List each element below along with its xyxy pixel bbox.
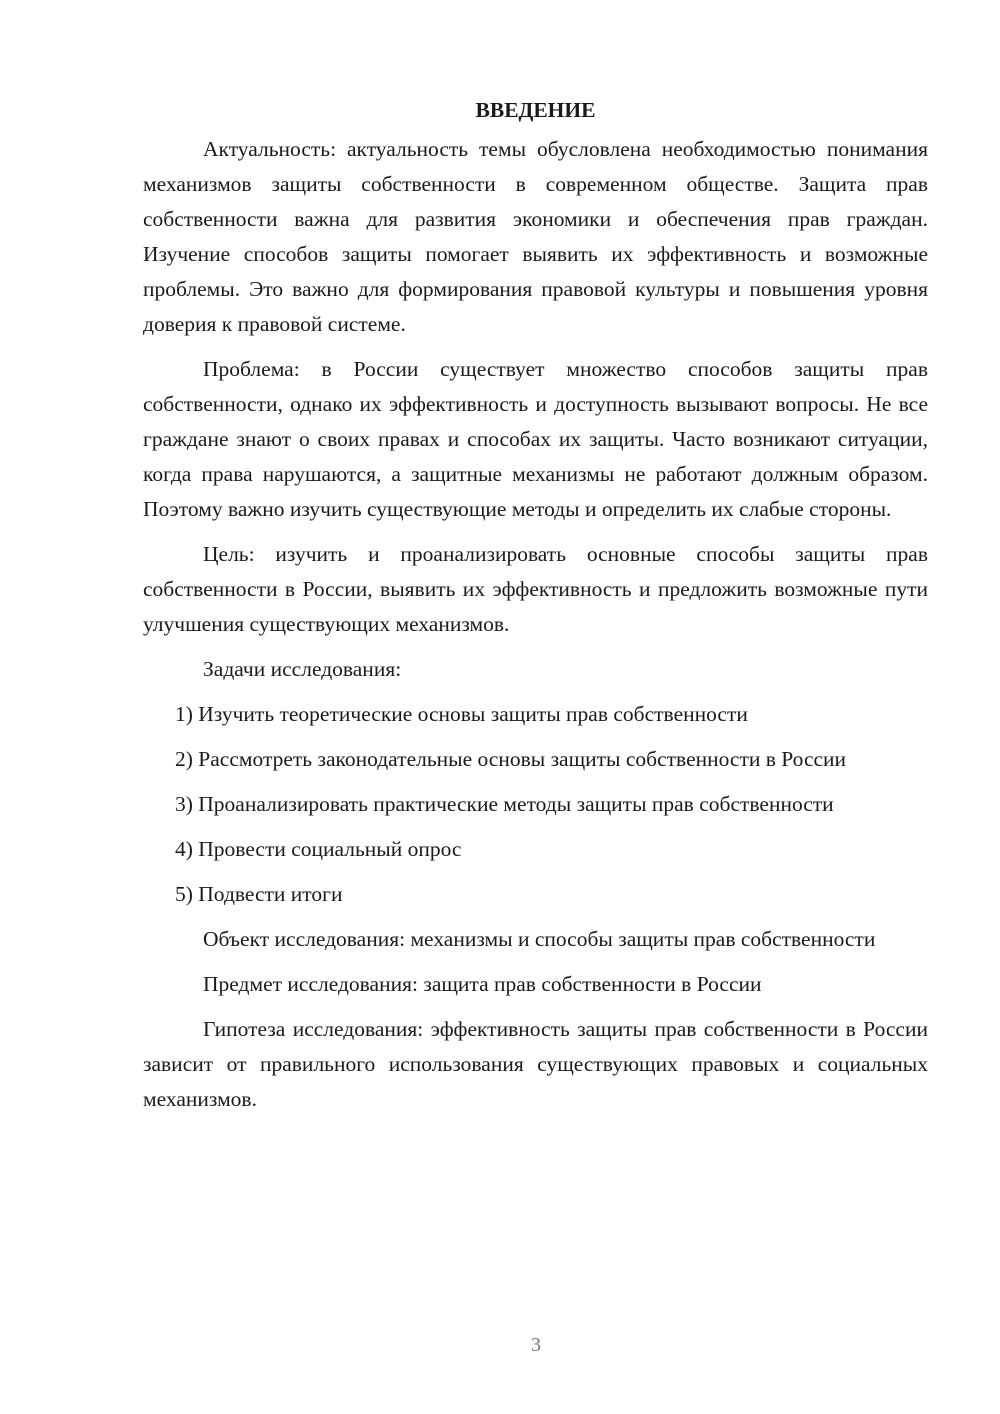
relevance-paragraph: Актуальность: актуальность темы обусловлена необходимостью понимания механизмов защиты собственности в современном обществе. Защита прав собственности важна для развития экономики и обеспечения прав граждан. Изучение способов защиты помогает выявить их эффективность и возможные проблемы. Это важно для формирования правовой культуры и повышения уровня доверия к правовой системе. (143, 137, 928, 336)
problem-paragraph: Проблема: в России существует множество способов защиты прав собственности, однако их эффективность и доступность вызывают вопросы. Не все граждане знают о своих правах и способах их защиты. Часто возникают ситуации, когда права нарушаются, а защитные механизмы не работают должным образом. Поэтому важно изучить существующие методы и определить их слабые стороны. (143, 357, 928, 521)
goal-paragraph: Цель: изучить и проанализировать основные способы защиты прав собственности в России, выявить их эффективность и предложить возможные пути улучшения существующих механизмов. (143, 542, 928, 636)
page-content (143, 96, 928, 1127)
task-item: 5) Подвести итоги (175, 882, 343, 906)
task-item: 3) Проанализировать практические методы защиты прав собственности (175, 792, 834, 816)
object-paragraph: Объект исследования: механизмы и способы защиты прав собственности (203, 927, 876, 951)
task-item: 2) Рассмотреть законодательные основы защиты собственности в России (175, 747, 847, 771)
hypothesis-paragraph: Гипотеза исследования: эффективность защиты прав собственности в России зависит от правильного использования существующих правовых и социальных механизмов. (143, 1017, 928, 1111)
section-title: ВВЕДЕНИЕ (475, 98, 596, 122)
task-item: 1) Изучить теоретические основы защиты прав собственности (175, 702, 748, 726)
tasks-heading: Задачи исследования: (203, 657, 402, 681)
page-number: 3 (531, 1334, 541, 1356)
subject-paragraph: Предмет исследования: защита прав собственности в России (203, 972, 762, 996)
task-item: 4) Провести социальный опрос (175, 837, 462, 861)
